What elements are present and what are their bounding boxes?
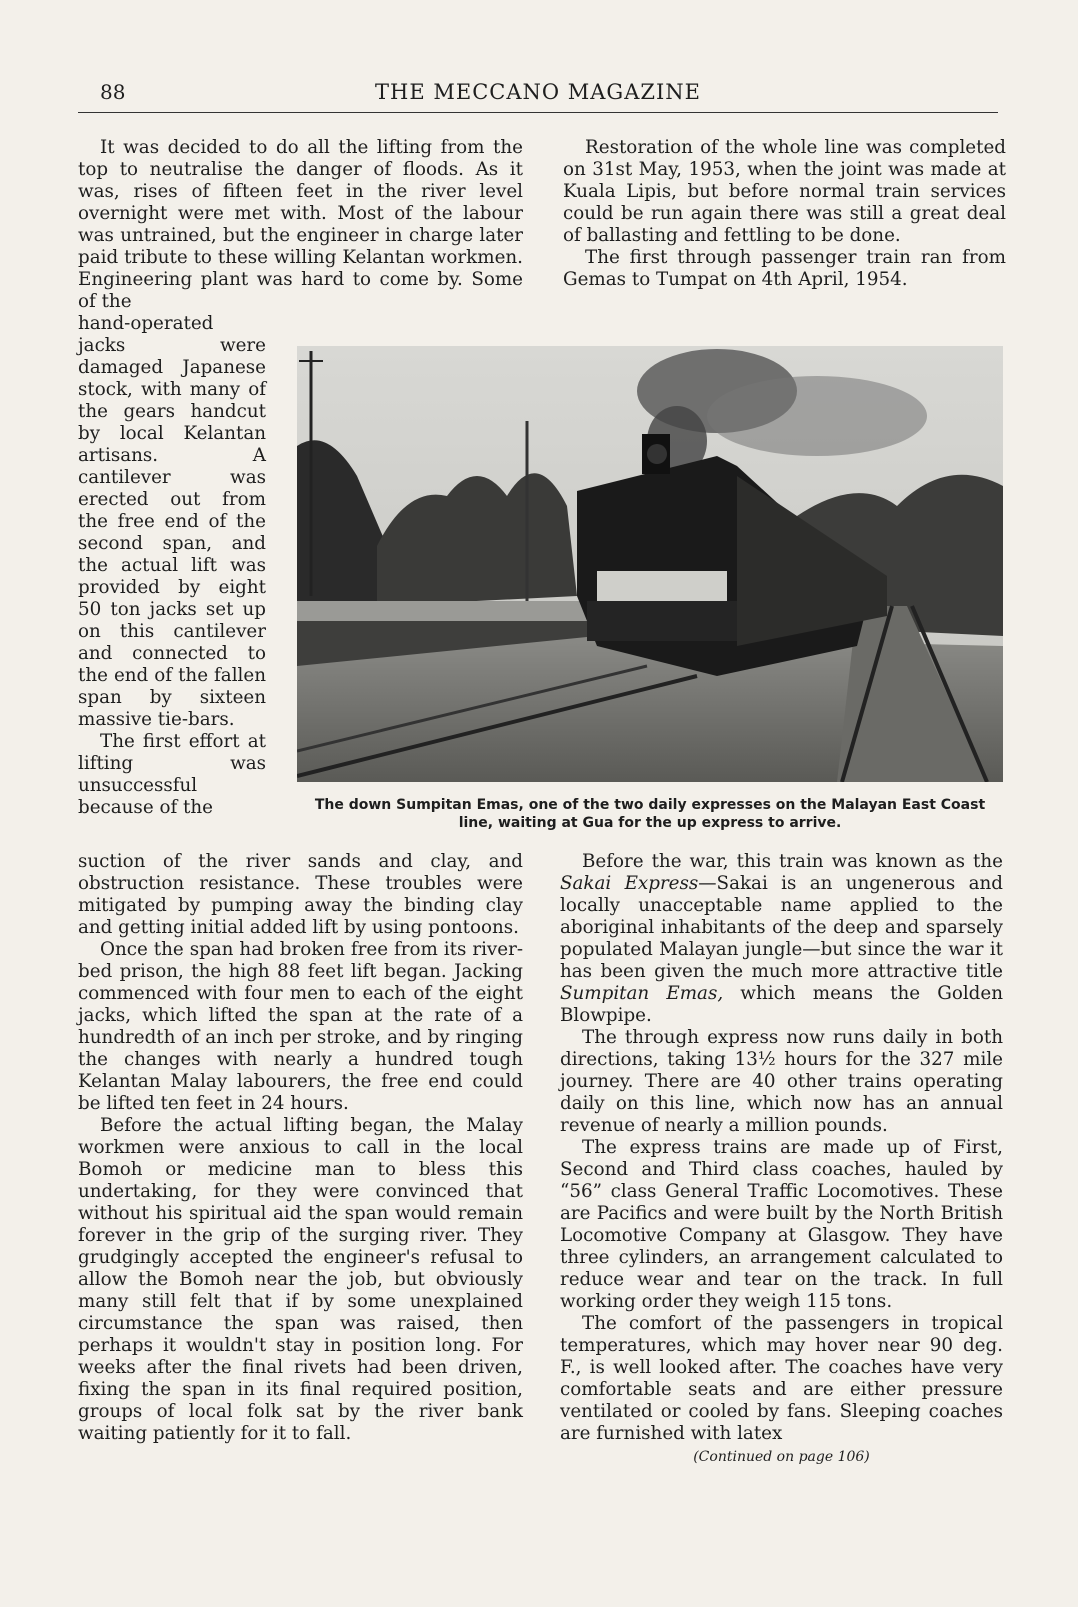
column-right-top	[563, 137, 1006, 291]
paragraph: The first effort at lifting was unsuccessful because of the	[78, 731, 266, 818]
paragraph: hand-operated jacks were damaged Japanese stock, with many of the gears handcut by local Kelantan artisans. A cantilever was erected out from the free end of the second span, and the actual lift was provided by eight 50 ton jacks set up on this cantilever and connected to the end of the fallen span by sixteen massive tie-bars.	[78, 313, 266, 730]
paragraph: The through express now runs daily in both directions, taking 13½ hours for the 327 mile journey. There are 40 other trains operating daily on this line, which now has an annual revenue of nearly a million pounds.	[560, 1027, 1003, 1136]
photo-caption: The down Sumpitan Emas, one of the two daily expresses on the Malayan East Coast line, waiting at Gua for the up express to arrive.	[314, 797, 986, 831]
page-number: 88	[100, 80, 126, 104]
paragraph: The first through passenger train ran from Gemas to Tumpat on 4th April, 1954.	[563, 247, 1006, 290]
paragraph: Restoration of the whole line was completed on 31st May, 1953, when the joint was made at Kuala Lipis, but before normal train services could be run again there was still a great deal of ballasting and fettling to be done.	[563, 137, 1006, 246]
paragraph: The comfort of the passengers in tropical temperatures, which may hover near 90 deg. F., is well looked after. The coaches have very comfortable seats and are either pressure ventilated or cooled by fans. Sleeping coaches are furnished with latex	[560, 1313, 1003, 1444]
paragraph: It was decided to do all the lifting from the top to neutralise the danger of floods. As it was, rises of fifteen feet in the river level overnight were met with. Most of the labour was untrained, but the engineer in charge later paid tribute to these willing Kelantan workmen. Engineering plant was hard to come by. Some of the	[78, 137, 523, 312]
page-header	[78, 78, 998, 113]
column-right-bottom	[560, 851, 1003, 1465]
paragraph	[560, 851, 1003, 1027]
paragraph: Once the span had broken free from its river-bed prison, the high 88 feet lift began. Jacking commenced with four men to each of the eight jacks, which lifted the span at the rate of a hundredth of an inch per stroke, and by ringing the changes with nearly a hundred tough Kelantan Malay labourers, the free end could be lifted ten feet in 24 hours.	[78, 939, 523, 1114]
paragraph: The express trains are made up of First, Second and Third class coaches, hauled by “56” class General Traffic Locomotives. These are Pacifics and were built by the North British Locomotive Company at Glasgow. They have three cylinders, an arrangement calculated to reduce wear and tear on the track. In full working order they weigh 115 tons.	[560, 1137, 1003, 1312]
text-run: —Sakai is an ungenerous and locally unacceptable name applied to the aboriginal inhabitants of the deep and sparsely populated Malayan jungle—but since the war it has been given the much more attractive title	[560, 873, 1003, 982]
continued-notice: (Continued on page 106)	[693, 1449, 870, 1465]
text-run: Before the war, this train was known as the	[582, 851, 1003, 872]
magazine-title: THE MECCANO MAGAZINE	[375, 80, 701, 104]
train-photo-illustration	[297, 346, 1003, 782]
train-name-new: Sumpitan Emas,	[560, 983, 724, 1004]
paragraph: suction of the river sands and clay, and obstruction resistance. These troubles were mitigated by pumping away the binding clay and getting initial added lift by using pontoons.	[78, 851, 523, 938]
train-photograph	[297, 346, 1003, 782]
paragraph: Before the actual lifting began, the Malay workmen were anxious to call in the local Bomoh or medicine man to bless this undertaking, for they were convinced that without his spiritual aid the span would remain forever in the grip of the surging river. They grudgingly accepted the engineer's refusal to allow the Bomoh near the job, but obviously many still felt that if by some unexplained circumstance the span was raised, then perhaps it wouldn't stay in position long. For weeks after the final rivets had been driven, fixing the span in its final required position, groups of local folk sat by the river bank waiting patiently for it to fall.	[78, 1115, 523, 1444]
column-left-bottom	[78, 851, 523, 1445]
text-run: which means the Golden Blowpipe.	[560, 983, 1003, 1026]
train-name-old: Sakai Express	[560, 873, 699, 894]
